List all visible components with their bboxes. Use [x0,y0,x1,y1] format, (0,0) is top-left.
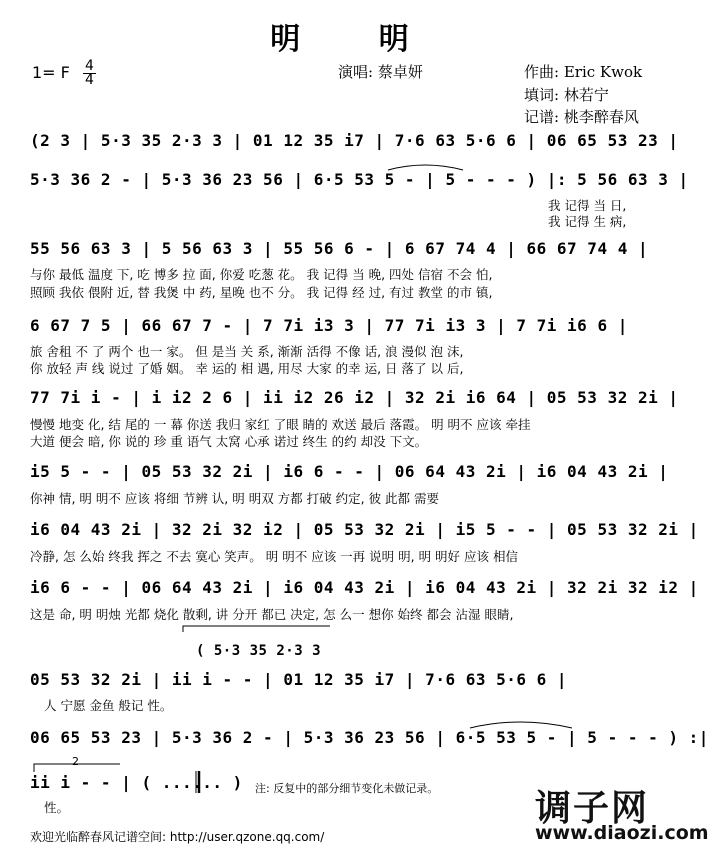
score-row-2: 5·3 36 2 - | 5·3 36 23 56 | 6·5 53 5 - | 5 - - - ) |: 5 56 63 3 | [30,170,689,189]
lyric-row-5b: 大道 便会 暗, 你 说的 珍 重 语气 太窝 心承 诺过 终生 的约 却没 下文。 [30,434,428,449]
lyric-row-5a: 慢慢 地变 化, 结 尾的 一 幕 你送 我归 家红 了眼 睛的 欢送 最后 落霞。 明 明不 应该 牵挂 [30,417,531,432]
score-row-8: i6 6 - - | 06 64 43 2i | i6 04 43 2i | i6 04 43 2i | 32 2i 32 i2 | [30,578,699,597]
logo-main-text: 调子网 [535,788,650,829]
composer-credit: 作曲: Eric Kwok [524,63,643,81]
singer-credit: 演唱: 蔡卓妍 [338,63,423,81]
score-row-9-above: ( 5·3 35 2·3 3 [196,643,322,659]
score-row-5: 77 7i i - | i i2 2 6 | ii i2 26 i2 | 32 2i i6 64 | 05 53 32 2i | [30,388,679,407]
transcriber-credit: 记谱: 桃李醉春风 [524,108,639,126]
score-row-1: (2 3 | 5·3 35 2·3 3 | 01 12 35 i7 | 7·6 63 5·6 6 | 06 65 53 23 | [30,131,679,150]
lyricist-credit: 填词: 林若宁 [524,86,609,104]
score-row-9: 05 53 32 2i | ii i - - | 01 12 35 i7 | 7·6 63 5·6 6 | [30,670,568,689]
lyric-row-9: 人 宁愿 金鱼 般记 性。 [44,698,173,713]
lyric-row-8: 这是 命, 明 明烛 光都 烧化 散剩, 讲 分开 都已 决定, 怎 么一 想你 始终 都会 沾湿 眼睛, [30,607,514,622]
score-row-4: 6 67 7 5 | 66 67 7 - | 7 7i i3 3 | 77 7i i3 3 | 7 7i i6 6 | [30,316,628,335]
key-signature [32,60,96,87]
lyric-row-7: 冷静, 怎 么始 终我 挥之 不去 寞心 笑声。 明 明不 应该 一再 说明 明, 明 明好 应该 相信 [30,549,518,564]
score-row-3: 55 56 63 3 | 5 56 63 3 | 55 56 6 - | 6 67 74 4 | 66 67 74 4 | [30,239,649,258]
lyric-row-3b: 照顾 我依 偎附 近, 替 我煲 中 药, 星晚 也不 分。 我 记得 经 过, 有过 教堂 的市 镇, [30,285,493,300]
score-row-11: ii i - - | ( ...... ) [30,773,243,792]
score-row-7: i6 04 43 2i | 32 2i 32 i2 | 05 53 32 2i | i5 5 - - | 05 53 32 2i | [30,520,699,539]
footer-text: 欢迎光临醉春风记谱空间: http://user.qzone.qq.com/ [30,830,325,844]
lyric-row-6: 你神 情, 明 明不 应该 将细 节辨 认, 明 明双 方都 打破 约定, 彼 此都 需要 [30,491,440,506]
ending-number: 2 [72,755,79,768]
song-title: 明 明 [270,22,443,57]
lyric-row-2b: 我 记得 生 病, [548,214,627,229]
lyric-row-3a: 与你 最低 温度 下, 吃 博多 拉 面, 你爱 吃葱 花。 我 记得 当 晚, 四处 信宿 不会 怕, [30,267,493,282]
transcription-note: 注: 反复中的部分细节变化未做记录。 [255,782,439,795]
score-row-6: i5 5 - - | 05 53 32 2i | i6 6 - - | 06 64 43 2i | i6 04 43 2i | [30,462,669,481]
time-denominator: 4 [84,72,94,88]
time-numerator: 4 [84,58,94,74]
lyric-row-4b: 你 放轻 声 线 说过 了婚 姻。 幸 运的 相 遇, 用尽 大家 的幸 运, 日 落了 以 后, [30,361,464,376]
lyric-row-2a: 我 记得 当 日, [548,198,627,213]
score-row-10: 06 65 53 23 | 5·3 36 2 - | 5·3 36 23 56 | 6·5 53 5 - | 5 - - - ) :| [30,728,709,747]
key-label: 1= F [32,63,70,82]
site-logo [520,780,710,850]
logo-url-text: www.diaozi.com [535,822,709,844]
volta-bracket [183,626,330,632]
lyric-row-11: 性。 [44,800,70,815]
lyric-row-4a: 旅 舍租 不 了 两个 也一 家。 但 是当 关 系, 渐渐 活得 不像 话, 浪 漫似 泡 沫, [30,344,464,359]
